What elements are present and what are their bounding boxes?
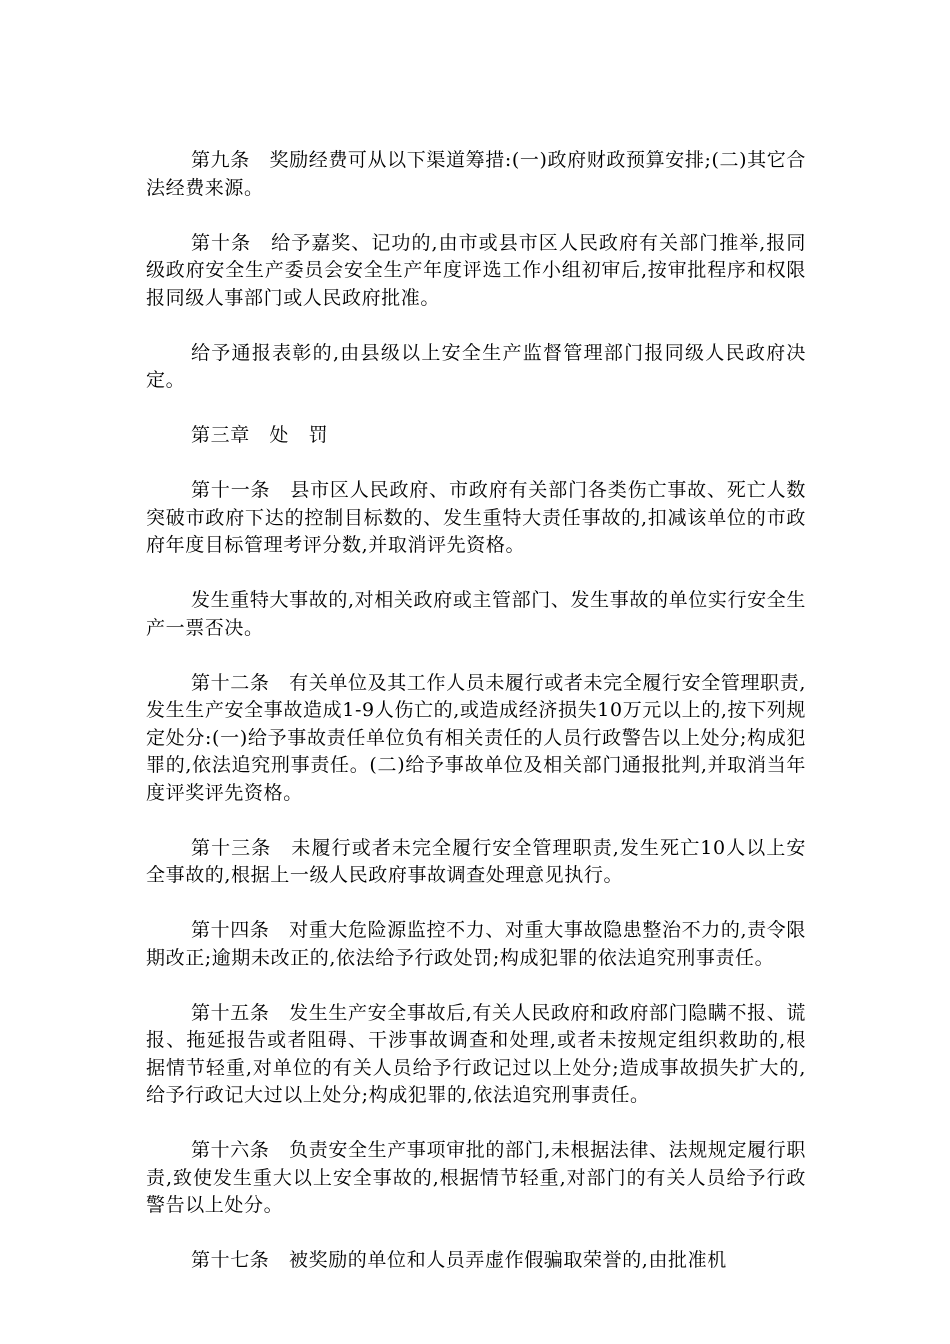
article-17: 第十七条 被奖励的单位和人员弄虚作假骗取荣誉的,由批准机	[191, 1249, 727, 1271]
article-14: 第十四条 对重大危险源监控不力、对重大事故隐患整治不力的,责令限期改正;逾期未改正的,依法给予行政处罚;构成犯罪的依法追究刑事责任。	[146, 919, 806, 969]
document-page	[146, 147, 806, 1302]
article-11-veto: 发生重特大事故的,对相关政府或主管部门、发生事故的单位实行安全生产一票否决。	[146, 589, 806, 639]
article-10-commendation: 给予通报表彰的,由县级以上安全生产监督管理部门报同级人民政府决定。	[146, 341, 806, 391]
chapter-3-heading: 第三章 处 罚	[191, 424, 329, 446]
article-15: 第十五条 发生生产安全事故后,有关人民政府和政府部门隐瞒不报、谎报、拖延报告或者阻碍、干涉事故调查和处理,或者未按规定组织救助的,根据情节轻重,对单位的有关人员给予行政记过以上处分;造成事故损失扩大的,给予行政记大过以上处分;构成犯罪的,依法追究刑事责任。	[146, 1001, 806, 1106]
article-10: 第十条 给予嘉奖、记功的,由市或县市区人民政府有关部门推举,报同级政府安全生产委员会安全生产年度评选工作小组初审后,按审批程序和权限报同级人事部门或人民政府批准。	[146, 231, 806, 309]
article-11: 第十一条 县市区人民政府、市政府有关部门各类伤亡事故、死亡人数突破市政府下达的控制目标数的、发生重特大责任事故的,扣减该单位的市政府年度目标管理考评分数,并取消评先资格。	[146, 479, 806, 556]
article-13: 第十三条 未履行或者未完全履行安全管理职责,发生死亡10人以上安全事故的,根据上一级人民政府事故调查处理意见执行。	[146, 836, 806, 886]
article-12: 第十二条 有关单位及其工作人员未履行或者未完全履行安全管理职责,发生生产安全事故造成1-9人伤亡的,或造成经济损失10万元以上的,按下列规定处分:(一)给予事故责任单位负有相关责任的人员行政警告以上处分;构成犯罪的,依法追究刑事责任。(二)给予事故单位及相关部门通报批判,并取消当年度评奖评先资格。	[146, 671, 806, 804]
article-16: 第十六条 负责安全生产事项审批的部门,未根据法律、法规规定履行职责,致使发生重大以上安全事故的,根据情节轻重,对部门的有关人员给予行政警告以上处分。	[146, 1139, 806, 1216]
article-9: 第九条 奖励经费可从以下渠道筹措:(一)政府财政预算安排;(二)其它合法经费来源。	[146, 149, 806, 199]
